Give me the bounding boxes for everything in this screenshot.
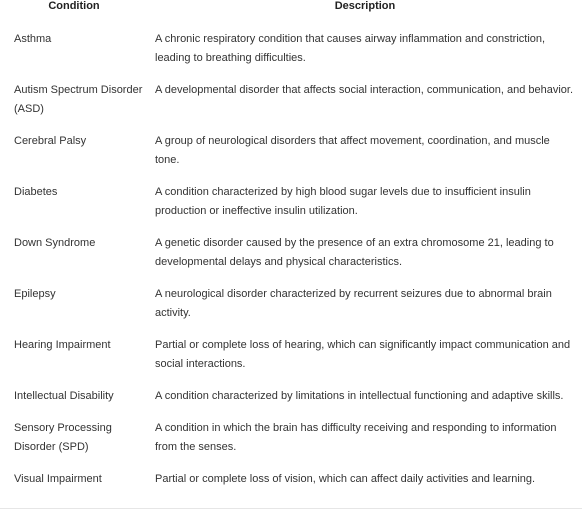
condition-cell: Sensory Processing Disorder (SPD) xyxy=(14,422,112,453)
condition-cell: Intellectual Disability xyxy=(14,390,114,402)
table-row xyxy=(0,119,582,170)
description-cell: A condition characterized by high blood sugar levels due to insufficient insulin production or ineffective insulin utilization. xyxy=(155,186,531,217)
description-cell: A condition characterized by limitations in intellectual functioning and adaptive skills. xyxy=(155,390,564,402)
table-row xyxy=(0,406,582,457)
header-description: Description xyxy=(334,0,396,12)
description-cell: Partial or complete loss of vision, which can affect daily activities and learning. xyxy=(155,473,536,485)
table-row xyxy=(0,272,582,323)
table-row xyxy=(0,68,582,119)
condition-cell: Diabetes xyxy=(14,186,58,198)
description-cell: A condition in which the brain has difficulty receiving and responding to information from the senses. xyxy=(155,422,557,453)
table-row xyxy=(0,170,582,221)
description-cell: A developmental disorder that affects social interaction, communication, and behavior. xyxy=(155,84,574,96)
condition-cell: Cerebral Palsy xyxy=(14,135,87,147)
description-cell: Partial or complete loss of hearing, which can significantly impact communication and social interactions. xyxy=(155,339,571,370)
table-header-row xyxy=(0,0,582,14)
table-row xyxy=(0,323,582,374)
table-bottom-divider xyxy=(0,508,582,509)
table-row xyxy=(0,374,582,406)
condition-cell: Asthma xyxy=(14,33,52,45)
condition-cell: Epilepsy xyxy=(14,288,56,300)
table-row xyxy=(0,14,582,68)
condition-cell: Visual Impairment xyxy=(14,473,102,485)
table-row xyxy=(0,221,582,272)
condition-cell: Autism Spectrum Disorder (ASD) xyxy=(14,84,143,115)
table-row xyxy=(0,457,582,489)
condition-cell: Down Syndrome xyxy=(14,237,96,249)
description-cell: A genetic disorder caused by the presence of an extra chromosome 21, leading to developmental delays and physical characteristics. xyxy=(155,237,554,268)
condition-cell: Hearing Impairment xyxy=(14,339,111,351)
description-cell: A neurological disorder characterized by recurrent seizures due to abnormal brain activity. xyxy=(155,288,552,319)
description-cell: A chronic respiratory condition that causes airway inflammation and constriction, leading to breathing difficulties. xyxy=(155,33,546,64)
description-cell: A group of neurological disorders that affect movement, coordination, and muscle tone. xyxy=(155,135,550,166)
header-condition: Condition xyxy=(48,0,100,12)
